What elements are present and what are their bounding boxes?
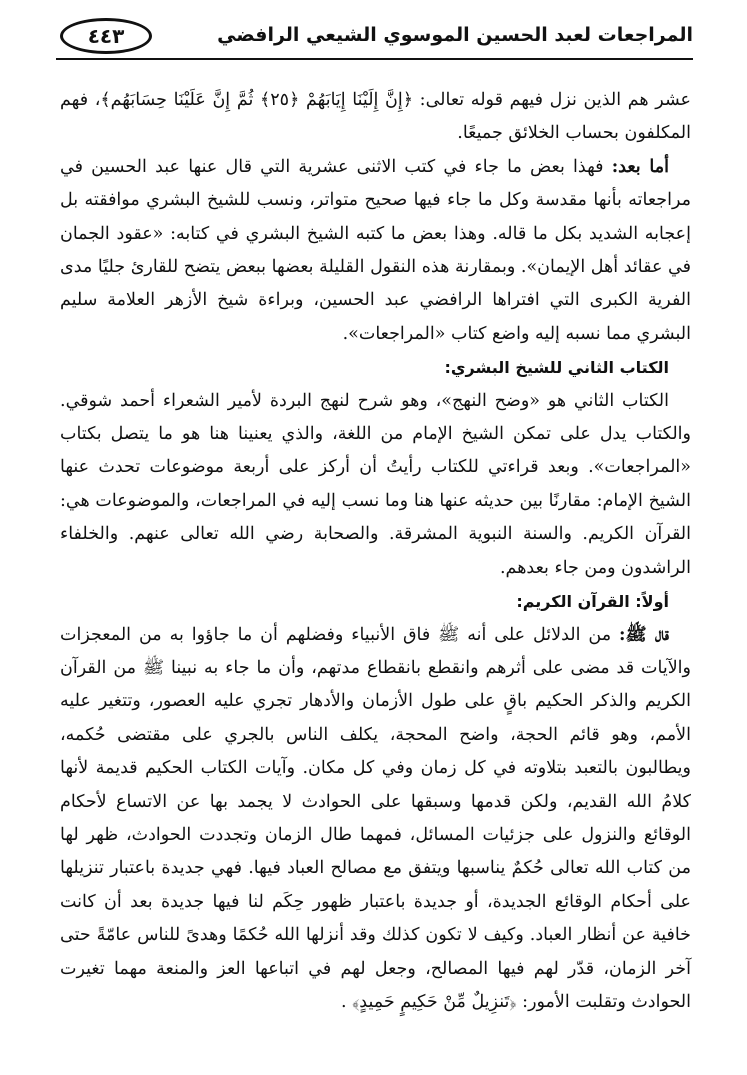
running-title: المراجعات لعبد الحسين الموسوي الشيعي الرافضي <box>217 24 693 46</box>
page-number-badge <box>60 18 152 54</box>
header-divider <box>56 58 693 60</box>
page-body <box>60 84 691 1019</box>
paragraph-3: الكتاب الثاني هو «وضح النهج»، وهو شرح لنهج البردة لأمير الشعراء أحمد شوقي. والكتاب يدل على تمكن الشيخ الإمام من اللغة، والذي يعنينا هنا هو ما يتصل بكتاب «المراجعات». وبعد قراءتي للكتاب رأيتُ أن أركز على أربعة موضوعات تحدث عنها الشيخ الإمام: مقارنًا بين حديثه عنها هنا وما نسب إليه في المراجعات، والموضوعات هي: القرآن الكريم. والسنة النبوية المشرقة. والصحابة رضي الله تعالى عنهم. والخلفاء الراشدون ومن جاء بعدهم. <box>60 390 691 578</box>
paragraph-4-lead: قال ﷺ: <box>619 624 669 645</box>
section-heading-quran: أولاً: القرآن الكريم: <box>516 592 669 612</box>
page-number: ٤٤٣ <box>87 24 125 48</box>
paragraph-2-text: فهذا بعض ما جاء في كتب الاثنى عشرية التي قال عنها عبد الحسين في مراجعاته بأنها مقدسة وكل ما جاء فيها صحيح متواتر، ونسب للشيخ البشري موافقته بل إعجابه الشديد بكل ما قاله. وهذا بعض ما كتبه الشيخ البشري في كتابه: «عقود الجمان في عقائد أهل الإيمان». وبمقارنة هذه النقول القليلة بعضها ببعض يتضح للقارئ جليًا مدى الفرية الكبرى التي افتراها الرافضي عبد الحسين، وبراءة شيخ الأزهر العلامة سليم البشري مما نسبه إليه واضع كتاب «المراجعات». <box>60 156 691 344</box>
paragraph-2-lead: أما بعد: <box>611 156 669 177</box>
paragraph-4-text: من الدلائل على أنه ﷺ فاق الأنبياء وفضلهم أن ما جاؤوا به من المعجزات والآيات قد مضى على أثرهم وانقطع بانقطاع مدتهم، وأن ما جاء به نبينا ﷺ من القرآن الكريم والذكر الحكيم باقٍ على طول الأزمان والأدهار تجري عليه العصور، وتتغير عليه الأمم، وهو قائم الحجة، واضح المحجة، يكلف الناس بالجري على مقتضى حُكمه، ويطالبون بالتعبد بتلاوته في كل زمان وفي كل مكان. وآيات الكتاب الحكيم قديمة لأنها كلامُ الله القديم، ولكن قدمها وسبقها على الحوادث لا يجمد بها عن الاتساع لأحكام الوقائع والنزول على جزئيات المسائل، فمهما طال الزمان وتجددت الحوادث، ظهر لها من كتاب الله تعالى حُكمٌ يناسبها ويتفق مع مصالح العباد فيها. فهي جديدة باعتبار تنزيلها على أحكام الوقائع الجديدة، أو جديدة باعتبار ظهور حِكَم لنا فيها جديدة بعد أن كانت خافية عن أنظار العباد. وكيف لا تكون كذلك وقد أنزلها الله حُكمًا وهدىً للناس عامّةً حتى آخر الزمان، قدّر لهم فيها المصالح، وجعل لهم في اتباعها العز والمنعة مهما تغيرت الحوادث وتقلبت الأمور: ﴿تَنزِيلٌ مِّنْ حَكِيمٍ حَمِيدٍ﴾ . <box>60 624 691 1012</box>
page-header <box>56 14 693 64</box>
paragraph-2 <box>60 151 691 351</box>
paragraph-1: عشر هم الذين نزل فيهم قوله تعالى: ﴿إِنَّ إِلَيْنَا إِيَابَهُمْ ﴿٢٥﴾ ثُمَّ إِنَّ عَلَيْنَا حِسَابَهُم﴾، فهم المكلفون بحساب الخلائق جميعًا. <box>60 90 691 144</box>
paragraph-4 <box>60 619 691 1020</box>
section-heading-second-book: الكتاب الثاني للشيخ البشري: <box>444 358 669 378</box>
